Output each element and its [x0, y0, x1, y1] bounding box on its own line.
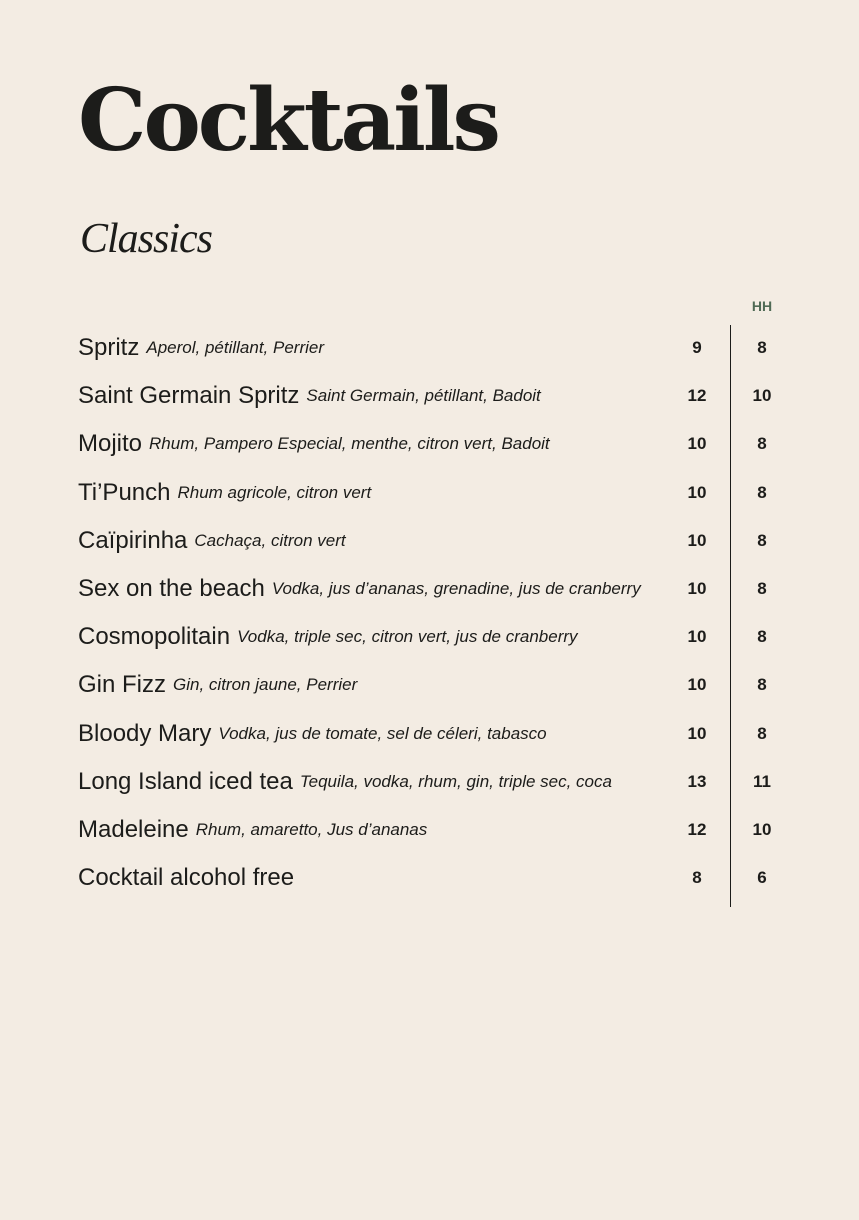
menu-item — [0, 854, 859, 902]
cocktail-price: 10 — [687, 675, 707, 695]
cocktail-ingredients: Rhum agricole, citron vert — [177, 482, 372, 502]
menu-item-text — [78, 372, 678, 420]
menu-item-text — [78, 806, 678, 854]
happy-hour-price: 11 — [753, 771, 771, 791]
menu-item-text — [78, 854, 678, 902]
cocktail-list — [0, 324, 859, 902]
cocktail-ingredients: Rhum, Pampero Especial, menthe, citron vert, Badoit — [149, 434, 550, 454]
section-title: Classics — [80, 216, 213, 262]
menu-item — [0, 613, 859, 661]
cocktail-name: Cosmopolitain — [78, 623, 231, 651]
menu-item — [0, 661, 859, 709]
menu-item-text — [78, 710, 678, 758]
happy-hour-price: 10 — [752, 386, 772, 406]
cocktail-name: Madeleine — [78, 815, 189, 843]
cocktail-ingredients: Tequila, vodka, rhum, gin, triple sec, coca — [299, 771, 612, 791]
happy-hour-price: 8 — [757, 482, 767, 502]
happy-hour-price: 8 — [757, 434, 767, 454]
cocktail-price: 10 — [687, 434, 707, 454]
happy-hour-price: 8 — [757, 627, 767, 647]
cocktail-ingredients: Saint Germain, pétillant, Badoit — [306, 386, 541, 406]
menu-item — [0, 517, 859, 565]
cocktail-ingredients: Vodka, jus de tomate, sel de céleri, tabasco — [218, 723, 547, 743]
cocktail-price: 10 — [687, 627, 707, 647]
happy-hour-price: 8 — [757, 723, 767, 743]
menu-item — [0, 324, 859, 372]
cocktail-name: Ti’Punch — [78, 478, 171, 506]
menu-item — [0, 758, 859, 806]
cocktail-ingredients: Vodka, triple sec, citron vert, jus de cranberry — [237, 627, 578, 647]
cocktail-price: 10 — [687, 578, 707, 598]
menu-item-text — [78, 324, 678, 372]
cocktail-ingredients: Vodka, jus d’ananas, grenadine, jus de cranberry — [271, 578, 641, 598]
cocktail-name: Mojito — [78, 430, 143, 458]
cocktail-name: Spritz — [78, 334, 140, 361]
menu-item — [0, 565, 859, 613]
happy-hour-price: 8 — [757, 578, 767, 598]
cocktail-name: Bloody Mary — [78, 719, 212, 747]
menu-item — [0, 806, 859, 854]
cocktail-name: Sex on the beach — [78, 574, 265, 602]
happy-hour-price: 8 — [757, 675, 767, 695]
cocktail-name: Gin Fizz — [78, 671, 167, 699]
cocktail-price: 10 — [687, 723, 707, 743]
cocktail-price: 12 — [687, 386, 707, 406]
menu-item — [0, 372, 859, 420]
happy-hour-price: 8 — [757, 530, 767, 550]
cocktail-ingredients: Cachaça, citron vert — [194, 530, 346, 550]
menu-item-text — [78, 420, 678, 468]
cocktail-name: Saint Germain Spritz — [78, 382, 300, 410]
cocktail-price: 12 — [687, 819, 707, 839]
cocktail-name: Cocktail alcohol free — [78, 864, 295, 892]
cocktail-ingredients: Aperol, pétillant, Perrier — [146, 338, 324, 357]
page-title: Cocktails — [78, 70, 498, 171]
happy-hour-price: 10 — [752, 819, 772, 839]
cocktail-price: 13 — [687, 771, 707, 791]
menu-item — [0, 710, 859, 758]
cocktail-price: 10 — [687, 530, 707, 550]
cocktail-ingredients: Gin, citron jaune, Perrier — [173, 675, 358, 695]
menu-item-text — [78, 565, 678, 613]
happy-hour-price: 8 — [757, 338, 767, 357]
happy-hour-column-header: HH — [751, 298, 773, 314]
cocktail-price: 9 — [692, 338, 702, 357]
cocktail-name: Caïpirinha — [78, 526, 188, 554]
menu-item-text — [78, 469, 678, 517]
cocktail-name: Long Island iced tea — [78, 767, 293, 795]
cocktail-price: 10 — [687, 482, 707, 502]
menu-item-text — [78, 517, 678, 565]
cocktail-ingredients: Rhum, amaretto, Jus d’ananas — [195, 819, 428, 839]
menu-item-text — [78, 661, 678, 709]
menu-item-text — [78, 758, 678, 806]
menu-item — [0, 469, 859, 517]
happy-hour-price: 6 — [757, 868, 767, 888]
menu-item-text — [78, 613, 678, 661]
cocktail-price: 8 — [692, 868, 702, 888]
menu-item — [0, 420, 859, 468]
